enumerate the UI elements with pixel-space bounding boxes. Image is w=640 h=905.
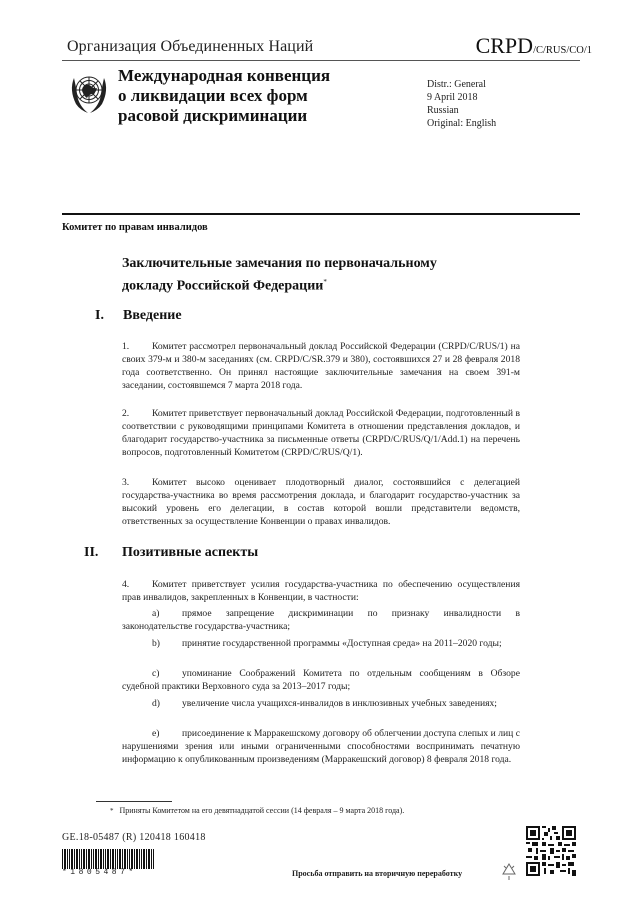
paragraph-text: Комитет приветствует первоначальный доклад Российской Федерации, подготовленный в соответствии с руководящими принципами Комитета в отношении представления докладов, и благодарит государство-участника за письменные ответы (CRPD/C/RUS/Q/1/Add.1) на перечень вопросов, подготовленный Комитетом (CRPD/C/RUS/Q/1). [122, 408, 520, 458]
document-title-line: Заключительные замечания по первоначальному [122, 256, 437, 271]
subitem-a [122, 607, 520, 633]
subitem-label: c) [152, 668, 160, 679]
recycle-notice: Просьба отправить на вторичную переработку [292, 869, 463, 878]
paragraph-text: Комитет приветствует усилия государства-участника по обеспечению осуществления прав инвалидов, закрепленных в Конвенции, в частности: [122, 579, 520, 603]
subitem-label: e) [152, 728, 160, 739]
section-title: Позитивные аспекты [122, 545, 259, 560]
convention-title-line: расовой дискриминации [118, 106, 308, 125]
subitem-label: a) [152, 608, 160, 619]
footnote-marker[interactable]: * [323, 278, 327, 286]
symbol-suffix: /C/RUS/CO/1 [533, 45, 592, 56]
committee-name: Комитет по правам инвалидов [62, 222, 208, 233]
subitem-e [122, 727, 520, 766]
qr-code-icon [526, 826, 576, 876]
paragraph-1 [122, 340, 520, 392]
convention-title-line: о ликвидации всех форм [118, 86, 308, 105]
job-number: GE.18-05487 (R) 120418 160418 [62, 832, 206, 843]
section-heading-positive-aspects [84, 545, 258, 561]
barcode-icon [62, 849, 154, 869]
header-rule [62, 60, 580, 61]
organization-name: Организация Объединенных Наций [67, 38, 314, 55]
language-line: Russian [427, 105, 459, 116]
footnote-text: Приняты Комитетом на его девятнадцатой сессии (14 февраля – 9 марта 2018 года). [119, 806, 405, 815]
barcode-number: *1805487* [62, 868, 137, 877]
paragraph-4 [122, 578, 520, 604]
subitem-label: b) [152, 638, 160, 649]
un-emblem-icon [68, 68, 110, 116]
paragraph-text: Комитет рассмотрел первоначальный доклад Российской Федерации (CRPD/C/RUS/1) на своих 379-м и 380-м заседаниях (см. CRPD/C/SR.379 и 380), состоявшихся 27 и 28 февраля 2018 года соответственно. Он принял настоящие заключительные замечания на своем 391-м заседании, состоявшемся 7 марта 2018 года. [122, 341, 520, 391]
footnote-rule [96, 801, 172, 802]
convention-title [118, 66, 330, 126]
distribution-line: Distr.: General [427, 79, 486, 90]
distribution-info [427, 78, 496, 130]
recycle-icon [500, 862, 518, 882]
footnote-marker: * [110, 807, 114, 815]
original-language-line: Original: English [427, 118, 497, 129]
subitem-b [122, 637, 520, 650]
document-symbol [476, 33, 592, 59]
document-title-line [122, 273, 437, 296]
footnote [110, 806, 404, 815]
paragraph-number: 1. [122, 341, 130, 352]
symbol-main: CRPD [475, 33, 534, 58]
date-line: 9 April 2018 [427, 92, 478, 103]
paragraph-text: Комитет высоко оценивает плодотворный диалог, состоявшийся с делегацией государства-участника во время рассмотрения доклада, и благодарит государство-участник за высокий уровень его делегации, в состав которой вошли представители ведомств, ответственных за осуществление Конвенции о правах инвалидов. [122, 477, 520, 527]
section-heading-introduction [95, 308, 182, 324]
paragraph-number: 4. [122, 579, 130, 590]
section-rule [62, 213, 580, 215]
document-title-text: докладу Российской Федерации [122, 278, 324, 294]
subitem-text: принятие государственной программы «Доступная среда» на 2011–2020 годы; [182, 638, 502, 649]
convention-title-line: Международная конвенция [118, 66, 331, 85]
paragraph-2 [122, 407, 520, 459]
section-number: II. [84, 545, 99, 560]
subitem-text: присоединение к Марракешскому договору об облегчении доступа слепых и лиц с нарушениями зрения или иными ограниченными способностями воспринимать печатную информацию к опубликованным произведениям (Марракешский договор) 8 февраля 2018 года. [122, 728, 520, 765]
subitem-d [122, 697, 520, 710]
section-number: I. [95, 308, 104, 323]
document-title [122, 255, 437, 296]
subitem-text: упоминание Соображений Комитета по отдельным сообщениям в Обзоре судебной практики Верховного суда за 2013–2017 годы; [122, 668, 520, 692]
paragraph-number: 2. [122, 408, 130, 419]
paragraph-3 [122, 476, 520, 528]
subitem-c [122, 667, 520, 693]
subitem-text: увеличение числа учащихся-инвалидов в инклюзивных учебных заведениях; [182, 698, 497, 709]
paragraph-number: 3. [122, 477, 130, 488]
section-title: Введение [123, 308, 182, 323]
subitem-text: прямое запрещение дискриминации по признаку инвалидности в законодательстве государства-участника; [122, 608, 520, 632]
subitem-label: d) [152, 698, 160, 709]
